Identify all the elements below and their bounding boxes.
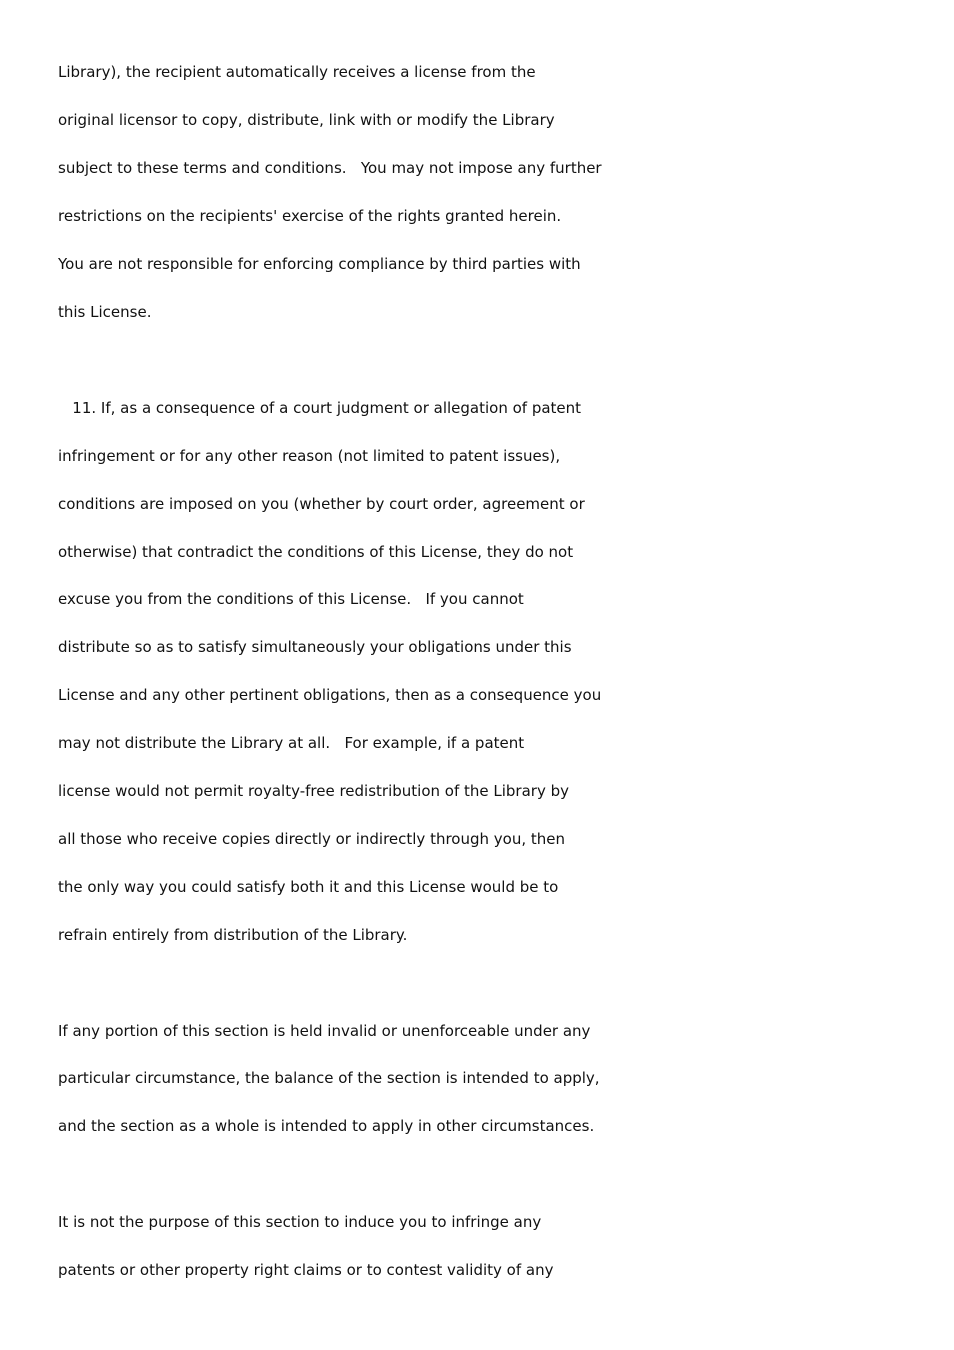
text-line: otherwise) that contradict the conditions of this License, they do not: [58, 543, 574, 561]
text-line: patents or other property right claims or to contest validity of any: [58, 1261, 554, 1279]
text-line: particular circumstance, the balance of the section is intended to apply,: [58, 1069, 600, 1087]
text-line: 11. If, as a consequence of a court judgment or allegation of patent: [58, 399, 582, 417]
text-line: conditions are imposed on you (whether by court order, agreement or: [58, 495, 585, 513]
text-line: all those who receive copies directly or indirectly through you, then: [58, 830, 566, 848]
text-line: this License.: [58, 303, 152, 321]
text-line: distribute so as to satisfy simultaneously your obligations under this: [58, 638, 572, 656]
text-line: may not distribute the Library at all. For example, if a patent: [58, 734, 525, 752]
text-line: refrain entirely from distribution of the Library.: [58, 926, 408, 944]
text-line: original licensor to copy, distribute, link with or modify the Library: [58, 111, 555, 129]
text-line: and the section as a whole is intended to apply in other circumstances.: [58, 1117, 595, 1135]
text-line: the only way you could satisfy both it and this License would be to: [58, 878, 559, 896]
text-line: You are not responsible for enforcing compliance by third parties with: [58, 255, 581, 273]
text-line: restrictions on the recipients' exercise of the rights granted herein.: [58, 207, 562, 225]
text-line: License and any other pertinent obligations, then as a consequence you: [58, 686, 602, 704]
text-line: If any portion of this section is held invalid or unenforceable under any: [58, 1022, 591, 1040]
text-line: It is not the purpose of this section to induce you to infringe any: [58, 1213, 542, 1231]
text-line: subject to these terms and conditions. You may not impose any further: [58, 159, 602, 177]
text-line: license would not permit royalty-free redistribution of the Library by: [58, 782, 569, 800]
text-line: Library), the recipient automatically receives a license from the: [58, 63, 536, 81]
text-line: infringement or for any other reason (not limited to patent issues),: [58, 447, 561, 465]
text-line: excuse you from the conditions of this License. If you cannot: [58, 590, 524, 608]
